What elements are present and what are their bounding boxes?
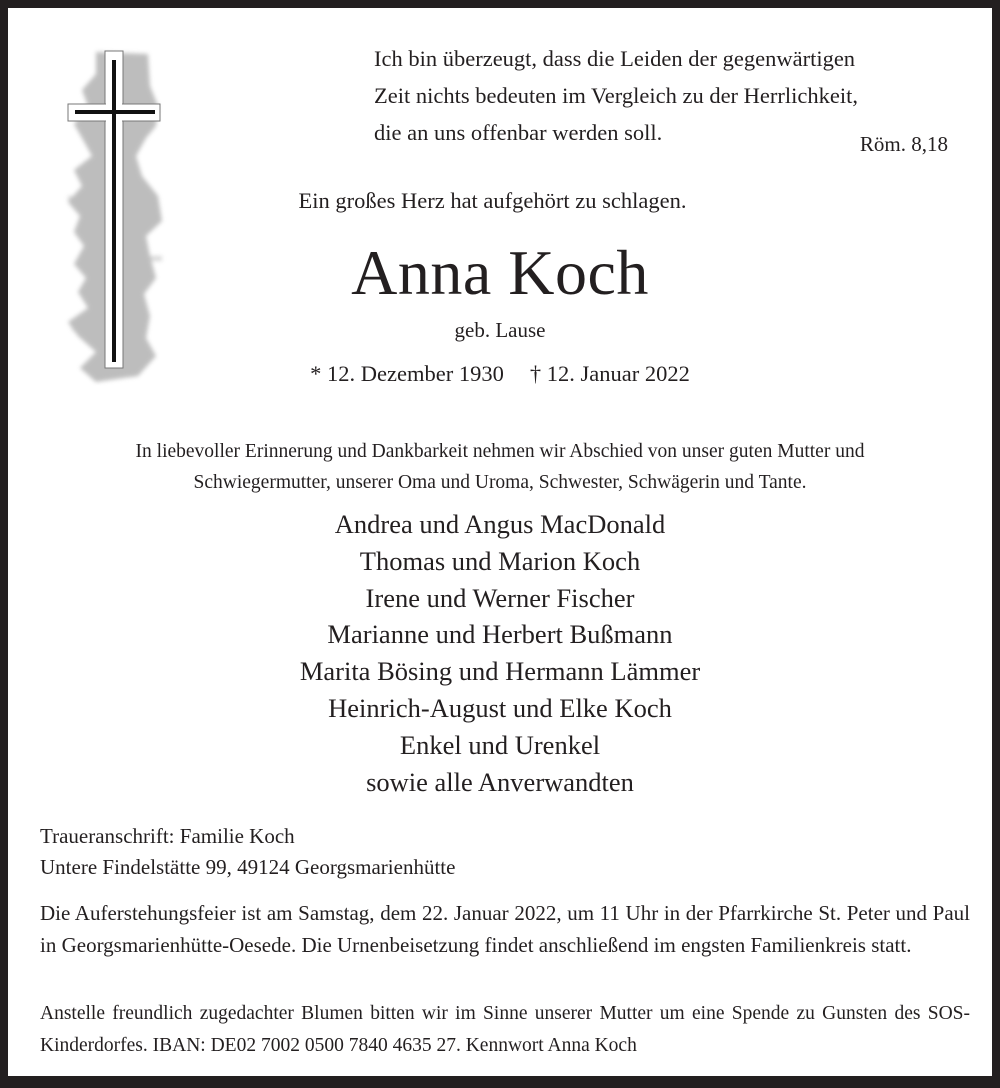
farewell-line: In liebevoller Erinnerung und Dankbarkeit nehmen wir Abschied von unser guten Mutter und [135, 441, 865, 462]
mourner: Irene und Werner Fischer [365, 582, 635, 613]
verse-line: Zeit nichts bedeuten im Vergleich zu der Herrlichkeit, [374, 83, 859, 108]
lead-line [8, 188, 992, 214]
address-line: Traueranschrift: Familie Koch [40, 824, 295, 848]
mourning-address [40, 821, 970, 883]
farewell-line: Schwiegermutter, unserer Oma und Uroma, Schwester, Schwägerin und Tante. [193, 472, 807, 493]
mourners-list [8, 506, 992, 800]
mourner: Enkel und Urenkel [399, 729, 601, 760]
mourner: Thomas und Marion Koch [359, 545, 641, 576]
mourner: Andrea und Angus MacDonald [334, 509, 666, 539]
verse-line: Ich bin überzeugt, dass die Leiden der gegenwärtigen [374, 46, 856, 71]
verse-reference: Röm. 8,18 [859, 132, 948, 156]
mourner: Marianne und Herbert Bußmann [327, 619, 673, 650]
death-date: † 12. Januar 2022 [529, 361, 690, 386]
lead-line-text: Ein großes Herz hat aufgehört zu schlagen. [298, 188, 687, 213]
donation-info: Anstelle freundlich zugedachter Blumen bitten wir im Sinne unserer Mutter um eine Spende zu Gunsten des SOS-Kinderdorfes. IBAN: DE02 7002 0500 7840 4635 27. Kennwort Anna Koch [40, 1003, 970, 1056]
birth-name: geb. Lause [454, 318, 546, 342]
mourner: Heinrich-August und Elke Koch [328, 692, 672, 723]
mourner: sowie alle Anverwandten [366, 766, 634, 797]
farewell-text [8, 436, 992, 498]
deceased-name: Anna Koch [351, 237, 649, 308]
service-info: Die Auferstehungsfeier ist am Samstag, dem 22. Januar 2022, um 11 Uhr in der Pfarrkirche St. Peter und Paul in Georgsmarienhütte-Oesede. Die Urnenbeisetzung findet anschließend im engsten Familienkreis statt. [40, 901, 970, 957]
obituary-notice [8, 8, 992, 1076]
birth-date: * 12. Dezember 1930 [310, 361, 504, 386]
verse-line: die an uns offenbar werden soll. [374, 120, 663, 145]
mourner: Marita Bösing und Hermann Lämmer [299, 656, 701, 687]
life-dates [8, 361, 992, 387]
address-line: Untere Findelstätte 99, 49124 Georgsmarienhütte [40, 855, 456, 879]
